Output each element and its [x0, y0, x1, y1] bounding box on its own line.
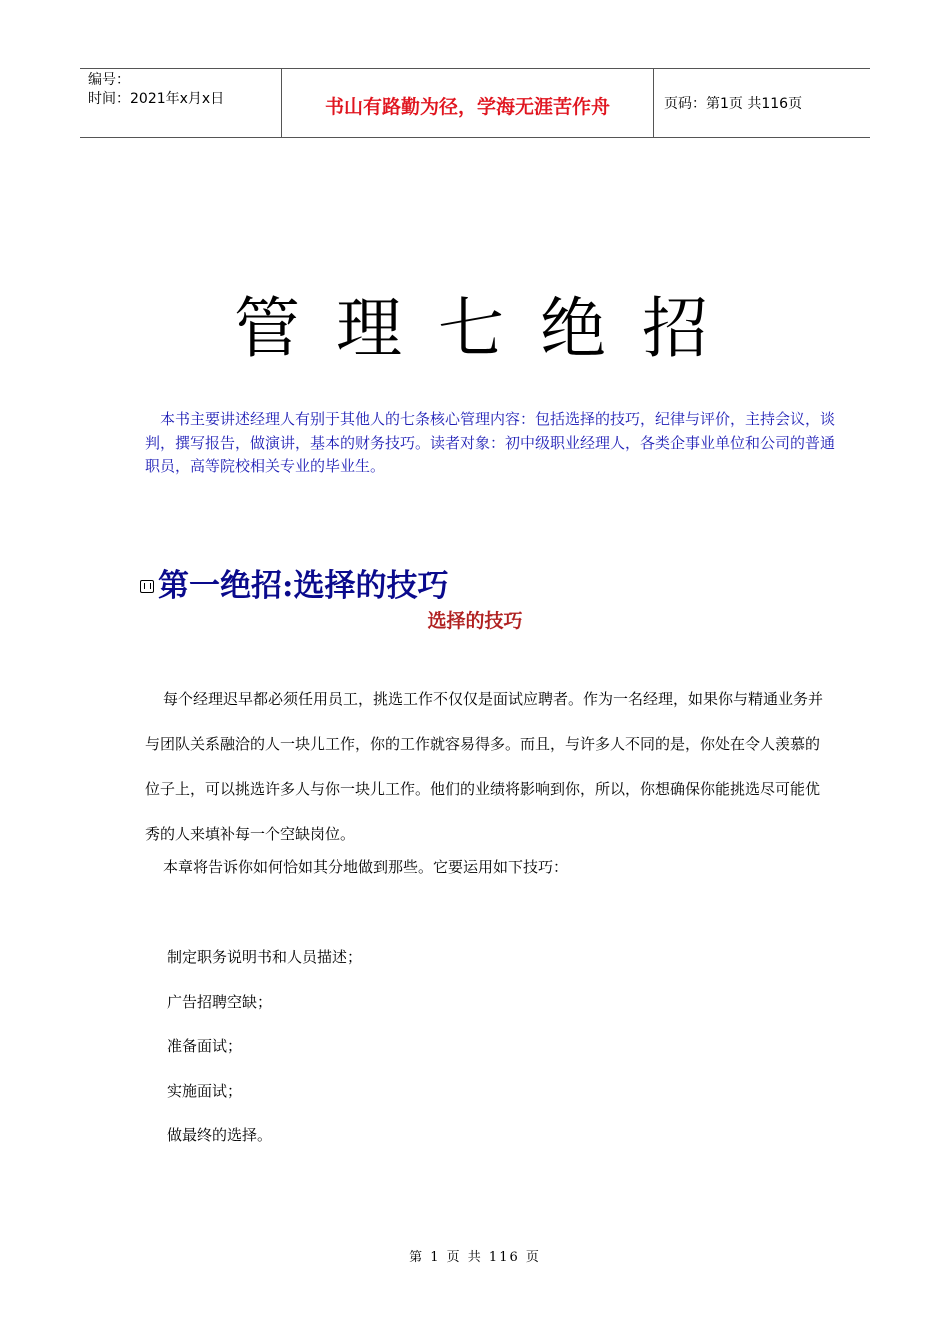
chapter-heading [140, 560, 448, 605]
header-meta [80, 69, 282, 137]
document-header [80, 68, 870, 138]
body-paragraph: 每个经理迟早都必须任用员工，挑选工作不仅仅是面试应聘者。作为一名经理，如果你与精通业务并与团队关系融洽的人一块儿工作，你的工作就容易得多。而且，与许多人不同的是，你处在令人羡慕的位子上，可以挑选许多人与你一块儿工作。他们的业绩将影响到你，所以，你想确保你能挑选尽可能优秀的人来填补每一个空缺岗位。 [145, 690, 824, 843]
list-item: 准备面试； [167, 1037, 243, 1055]
intro-paragraph: 本书主要讲述经理人有别于其他人的七条核心管理内容：包括选择的技巧，纪律与评价，主持会议，谈判，撰写报告，做演讲，基本的财务技巧。读者对象：初中级职业经理人，各类企事业单位和公司的普通职员，高等院校相关专业的毕业生。 [145, 410, 836, 475]
time-label: 时间：2021年x月x日 [88, 91, 225, 107]
document-icon [140, 580, 154, 593]
section-subheading: 选择的技巧 [427, 610, 523, 632]
list-item: 广告招聘空缺； [167, 992, 273, 1011]
list-item: 做最终的选择。 [167, 1126, 273, 1144]
header-motto: 书山有路勤为径，学海无涯苦作舟 [282, 69, 654, 137]
header-page-info: 页码：第1页 共116页 [664, 96, 803, 112]
skills-list [167, 946, 362, 1169]
number-label: 编号： [88, 72, 130, 88]
page-footer: 第 1 页 共 116 页 [409, 1250, 541, 1265]
list-item: 实施面试； [167, 1081, 243, 1100]
body-paragraph: 本章将告诉你如何恰如其分地做到那些。它要运用如下技巧： [163, 858, 569, 876]
chapter-heading-text: 第一绝招:选择的技巧 [158, 568, 449, 604]
document-title: 管理七绝招 [234, 290, 744, 367]
list-item: 制定职务说明书和人员描述； [167, 948, 363, 966]
